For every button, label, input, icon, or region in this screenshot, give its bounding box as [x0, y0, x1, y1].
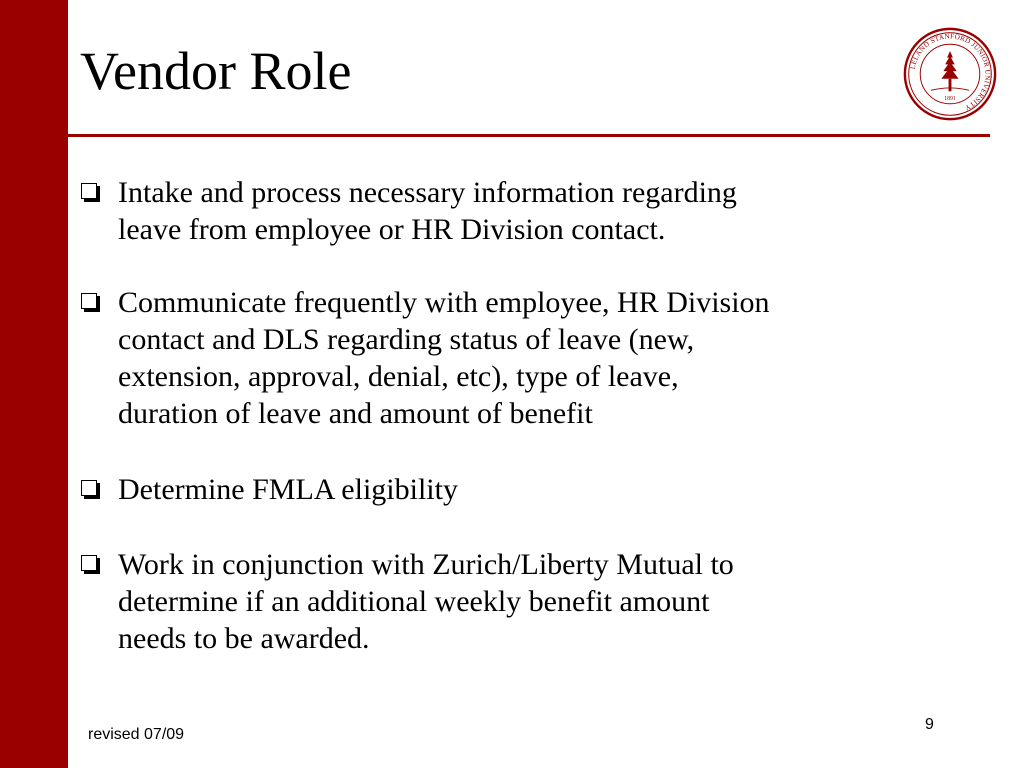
checkbox-bullet-icon [81, 183, 97, 199]
bullet-item [78, 284, 978, 432]
bullet-item [78, 546, 978, 657]
bullet-line: Intake and process necessary information regarding [118, 176, 737, 209]
bullet-line: needs to be awarded. [118, 622, 370, 655]
checkbox-bullet-icon [81, 555, 97, 571]
bullet-line: Determine FMLA eligibility [118, 473, 458, 506]
seal-ring-text: LELAND STANFORD JUNIOR UNIVERSITY [908, 32, 992, 112]
bullet-line: leave from employee or HR Division contact. [118, 213, 666, 246]
checkbox-bullet-icon [81, 293, 97, 309]
revised-date: revised 07/09 [88, 726, 185, 743]
left-accent-bar [0, 0, 68, 768]
bullet-line: duration of leave and amount of benefit [118, 397, 593, 430]
seal-year: 1891 [944, 95, 956, 102]
title-divider [68, 134, 990, 137]
bullet-list [78, 174, 978, 694]
bullet-line: contact and DLS regarding status of leave (new, [118, 323, 695, 356]
bullet-line: Communicate frequently with employee, HR Division [118, 286, 770, 319]
bullet-line: extension, approval, denial, etc), type of leave, [118, 360, 679, 393]
bullet-line: determine if an additional weekly benefit amount [118, 585, 710, 618]
bullet-line: Work in conjunction with Zurich/Liberty Mutual to [118, 548, 734, 581]
slide-title: Vendor Role [80, 41, 352, 101]
page-number: 9 [925, 716, 934, 733]
checkbox-bullet-icon [81, 480, 97, 496]
bullet-item [78, 174, 978, 248]
bullet-item [78, 471, 978, 508]
stanford-seal-icon [902, 26, 998, 122]
